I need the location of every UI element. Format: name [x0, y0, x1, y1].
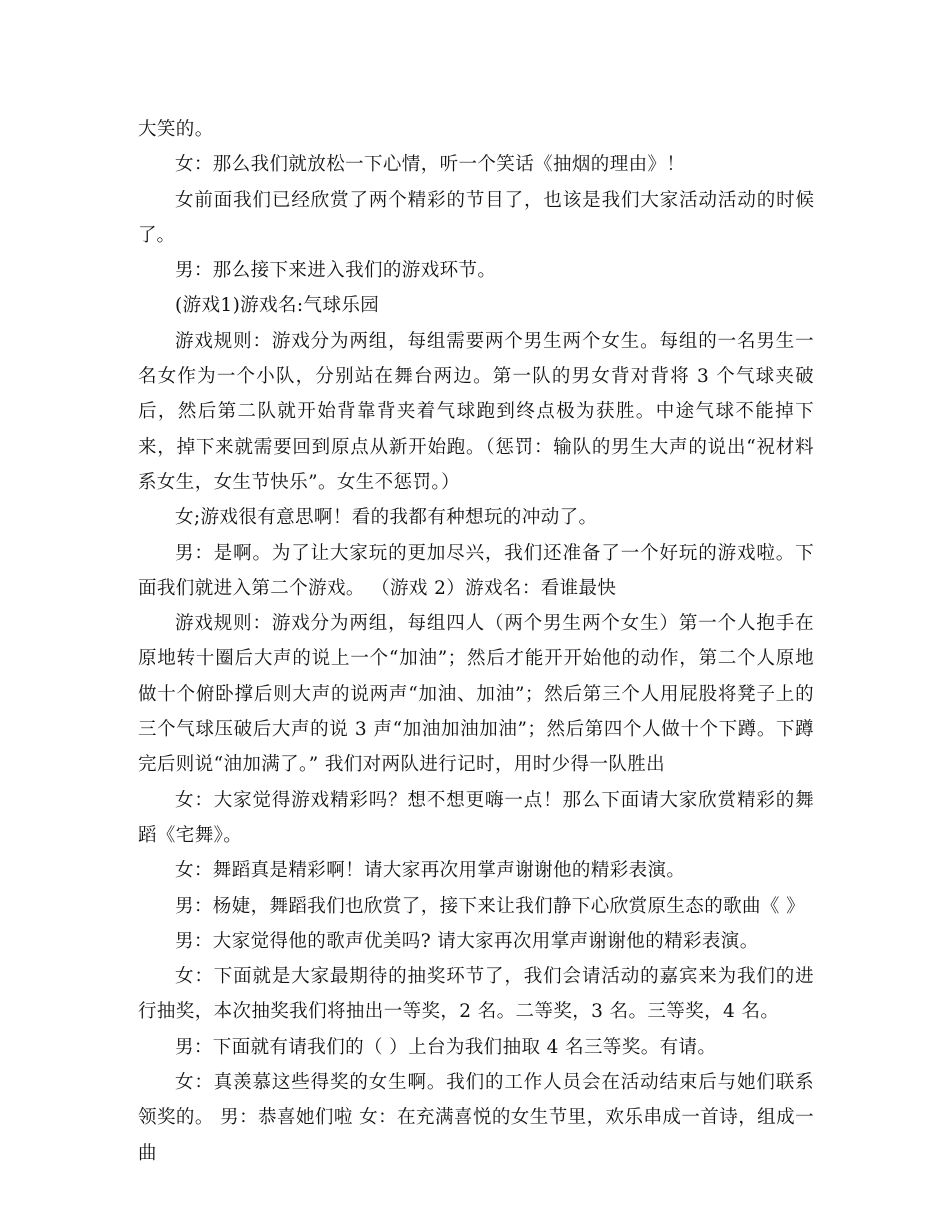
paragraph-7: 女;游戏很有意思啊！看的我都有种想玩的冲动了。 — [175, 507, 598, 529]
paragraph-5: (游戏1)游戏名:气球乐园 — [175, 295, 380, 317]
paragraph-14: 女：下面就是大家最期待的抽奖环节了，我们会请活动的嘉宾来为我们的进行抽奖，本次抽奖我们将抽出一等奖，2 名。二等奖，3 名。三等奖，4 名。 — [138, 966, 814, 1023]
paragraph-16: 女：真羡慕这些得奖的女生啊。我们的工作人员会在活动结束后与她们联系领奖的。 男：恭喜她们啦 女：在充满喜悦的女生节里，欢乐串成一首诗，组成一曲 — [138, 1072, 814, 1164]
paragraph-8: 男：是啊。为了让大家玩的更加尽兴，我们还准备了一个好玩的游戏啦。下面我们就进入第二个游戏。 （游戏 2）游戏名：看谁最快 — [138, 542, 814, 599]
paragraph-9: 游戏规则：游戏分为两组，每组四人（两个男生两个女生）第一个人抱手在原地转十圈后大声的说上一个“加油”；然后才能开开始他的动作，第二个人原地做十个俯卧撑后则大声的说两声“加油、加油”；然后第三个人用屁股将凳子上的三个气球压破后大声的说 3 声“加油加油加油”；然后第四个人做十个下蹲。下蹲完后则说“油加满了。” 我们对两队进行记时，用时少得一队胜出 — [138, 613, 814, 776]
paragraph-2: 女：那么我们就放松一下心情，听一个笑话《抽烟的理由》！ — [175, 154, 686, 176]
paragraph-12: 男：杨婕，舞蹈我们也欣赏了，接下来让我们静下心欣赏原生态的歌曲《 》 — [175, 895, 805, 917]
paragraph-15: 男：下面就有请我们的（ ）上台为我们抽取 4 名三等奖。有请。 — [175, 1036, 717, 1058]
paragraph-3: 女前面我们已经欣赏了两个精彩的节目了，也该是我们大家活动活动的时候了。 — [138, 189, 814, 246]
paragraph-10: 女：大家觉得游戏精彩吗？想不想更嗨一点！那么下面请大家欣赏精彩的舞蹈《宅舞》。 — [138, 789, 814, 846]
paragraph-4: 男：那么接下来进入我们的游戏环节。 — [175, 260, 497, 282]
paragraph-13: 男：大家觉得他的歌声优美吗? 请大家再次用掌声谢谢他的精彩表演。 — [175, 930, 759, 952]
paragraph-6: 游戏规则：游戏分为两组，每组需要两个男生两个女生。每组的一名男生一名女作为一个小队，分别站在舞台两边。第一队的男女背对背将 3 个气球夹破后，然后第二队就开始背靠背夹着气球跑到终点极为获胜。中途气球不能掉下来，掉下来就需要回到原点从新开始跑。（惩罚：输队的男生大声的说出“祝材料系女生，女生节快乐”。女生不惩罚。） — [138, 330, 814, 493]
paragraph-1: 大笑的。 — [138, 119, 214, 140]
document-body — [138, 112, 814, 1171]
paragraph-11: 女：舞蹈真是精彩啊！请大家再次用掌声谢谢他的精彩表演。 — [175, 860, 686, 882]
